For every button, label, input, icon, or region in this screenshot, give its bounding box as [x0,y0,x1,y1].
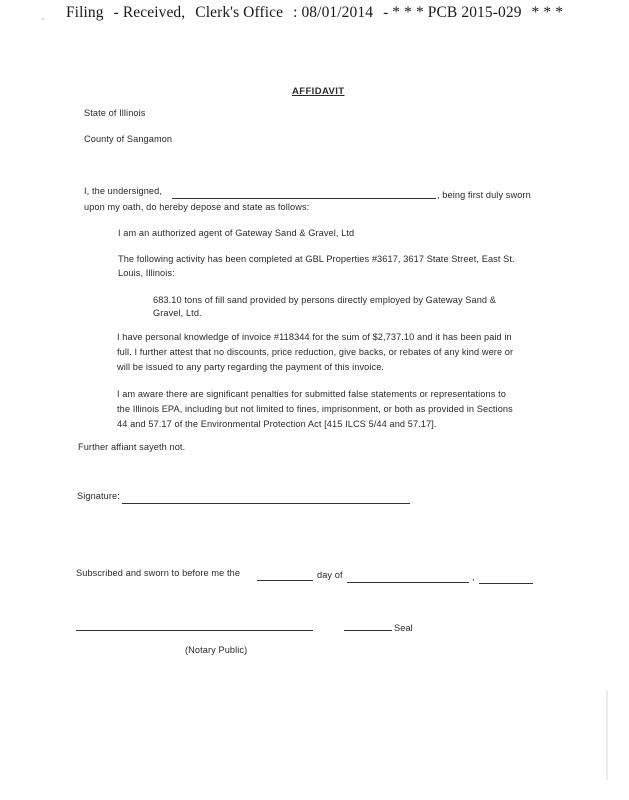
further-affiant: Further affiant sayeth not. [78,442,186,452]
penalty-line-2: the Illinois EPA, including but not limited to fines, imprisonment, or both as provided in Sections [117,404,513,414]
intro-tail: , being first duly sworn [437,190,531,200]
activity-line-1: The following activity has been completed at GBL Properties #3617, 3617 State Street, East St. [118,254,515,264]
agent-statement: I am an authorized agent of Gateway Sand & Gravel, Ltd [118,228,355,238]
signature-line[interactable] [122,503,410,504]
stamp-stars: * * * [531,4,564,21]
stamp-received: - Received, [113,4,186,21]
state-line: State of Illinois [84,108,146,118]
invoice-line-3: will be issued to any party regarding the payment of this invoice. [117,362,385,372]
filing-stamp [0,4,629,22]
stamp-office: Clerk's Office [195,4,284,21]
stamp-filing: Filing [65,4,104,21]
signature-label: Signature: [77,491,120,501]
invoice-line-1: I have personal knowledge of invoice #118344 for the sum of $2,737.10 and it has been paid in [117,332,512,342]
notary-signature-line[interactable] [76,630,313,631]
stamp-date: : 08/01/2014 [293,4,374,21]
notary-public-label: (Notary Public) [185,645,248,655]
document-title: AFFIDAVIT [292,86,345,97]
subscribed-lead: Subscribed and sworn to before me the [76,568,241,578]
month-blank-line[interactable] [347,582,469,583]
detail-line-1: 683.10 tons of fill sand provided by persons directly employed by Gateway Sand & [153,295,497,305]
seal-label: Seal [394,623,413,633]
intro-lead: I, the undersigned, [84,186,163,196]
seal-blank-line [344,630,392,631]
year-blank-line[interactable] [479,583,533,584]
invoice-line-2: full. I further attest that no discounts, price reduction, give backs, or rebates of any kind were or [117,347,514,357]
name-blank-line [172,198,436,199]
stamp-case: - * * * PCB 2015-029 [383,4,522,21]
penalty-line-1: I am aware there are significant penalties for submitted false statements or representations to [117,389,506,399]
activity-line-2: Louis, Illinois: [118,268,175,278]
day-of-label: day of [317,570,343,580]
day-blank-line[interactable] [257,580,313,581]
detail-line-2: Gravel, Ltd. [153,308,202,318]
penalty-line-3: 44 and 57.17 of the Environmental Protection Act [415 ILCS 5/44 and 57.17]. [117,419,437,429]
date-comma: , [472,572,475,582]
intro-line-2: upon my oath, do hereby depose and state as follows: [84,202,310,212]
scan-artifact-right-edge [606,690,608,780]
scan-artifact-left [42,18,44,20]
county-line: County of Sangamon [84,134,173,144]
